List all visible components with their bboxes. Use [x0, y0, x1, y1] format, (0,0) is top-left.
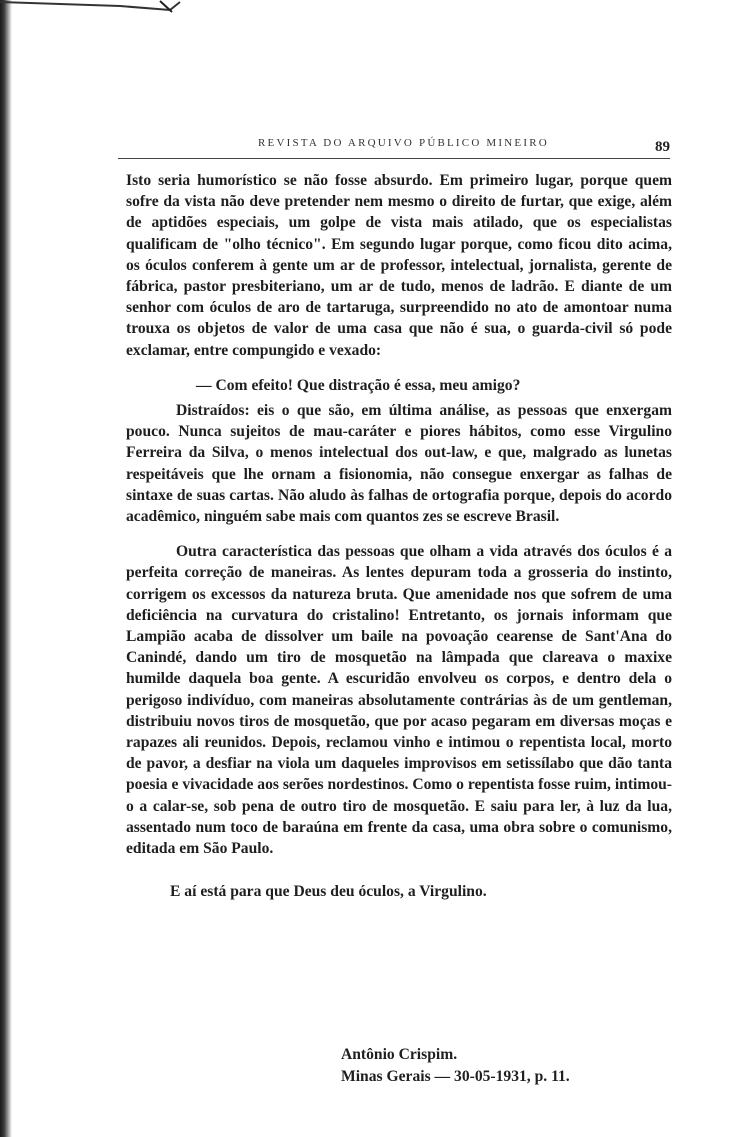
paragraph-2: Distraídos: eis o que são, em última análise, as pessoas que enxergam pouco. Nunca sujeitos de mau-caráter e piores hábitos, como esse Virgulino Ferreira da Silva, o menos intelectual dos out-law, e que, malgrado as lunetas respeitáveis que lhe ornam a fisionomia, não consegue enxergar as falhas de sintaxe de suas cartas. Não aludo às falhas de ortografia porque, depois do acordo acadêmico, ninguém sabe mais com quantos zes se escreve Brasil. [126, 402, 672, 526]
paragraph-1: Isto seria humorístico se não fosse absurdo. Em primeiro lugar, porque quem sofre da vista não deve pretender nem mesmo o direito de furtar, que exige, além de aptidões especiais, um golpe de vista mais atilado, que os especialistas qualificam de "olho técnico". Em segundo lugar porque, como ficou dito acima, os óculos conferem à gente um ar de professor, intelectual, jornalista, gerente de fábrica, pastor presbiteriano, um ar de tudo, menos de ladrão. E diante de um senhor com óculos de aro de tartaruga, surpreendido no ato de amontoar numa trouxa os objetos de valor de uma casa que não é sua, o guarda-civil só pode exclamar, entre compungido e vexado: [126, 172, 672, 359]
signature-block [341, 1044, 570, 1088]
article-body [126, 170, 672, 903]
page-edge-shadow [0, 0, 12, 1137]
paragraph-3: Outra característica das pessoas que olham a vida através dos óculos é a perfeita correção de maneiras. As lentes depuram toda a grosseria do instinto, corrigem os excessos da natureza bruta. Que amenidade nos que sofrem de uma deficiência na curvatura do cristalino! Entretanto, os jornais informam que Lampião acaba de dissolver um baile na povoação cearense de Sant'Ana do Canindé, dando um tiro de mosquetão na lâmpada que clareava o maxixe humilde daquela boa gente. A escuridão envolveu os corpos, e dentro dela o perigoso indivíduo, com maneiras absolutamente contrárias às de um gentleman, distribuiu novos tiros de mosquetão, que por acaso pegaram em diversas moças e rapazes ali reunidos. Depois, reclamou vinho e intimou o repentista local, morto de pavor, a desfiar na viola um daqueles improvisos em setissílabo que dão tanta poesia e vivacidade aos serões nordestinos. Como o repentista fosse ruim, intimou-o a calar-se, sob pena de outro tiro de mosquetão. E saiu para ler, à luz da lua, assentado num toco de baraúna em frente da casa, uma obra sobre o comunismo, editada em São Paulo. [126, 543, 672, 858]
author-name: Antônio Crispim. [341, 1046, 458, 1063]
closing-line: E aí está para que Deus deu óculos, a Virgulino. [170, 883, 487, 901]
page-number: 89 [655, 139, 670, 155]
source-citation: Minas Gerais — 30-05-1931, p. 11. [341, 1068, 570, 1085]
dialogue-line: — Com efeito! Que distração é essa, meu amigo? [196, 376, 521, 394]
running-header: REVISTA DO ARQUIVO PÚBLICO MINEIRO [258, 137, 549, 149]
scan-artifact [0, 0, 260, 14]
header-rule [118, 158, 670, 159]
